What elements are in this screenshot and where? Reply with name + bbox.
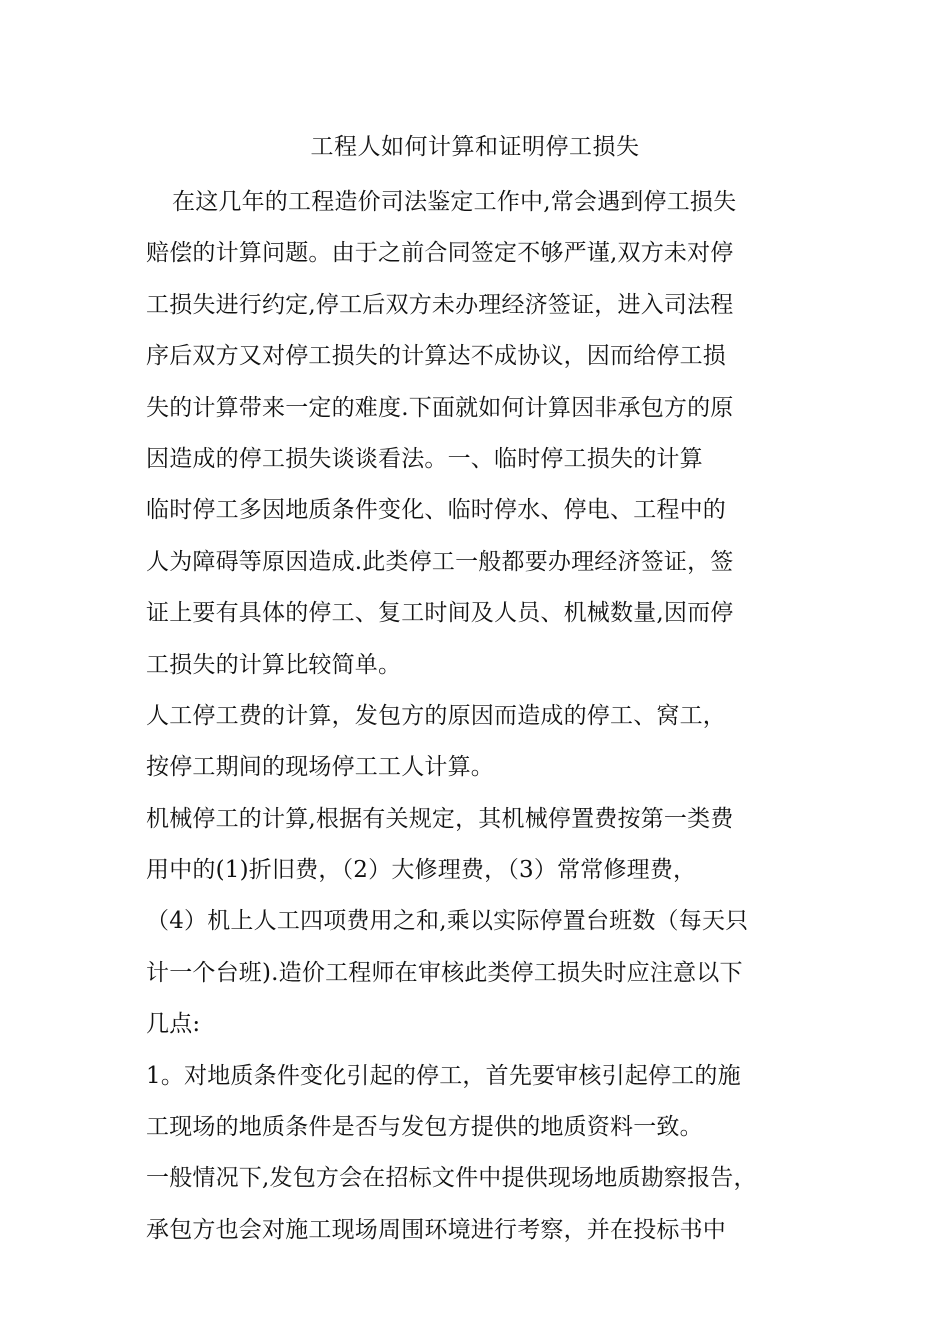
- paragraph-line: 因造成的停工损失谈谈看法。一、临时停工损失的计算: [146, 445, 703, 472]
- paragraph-line: 机械停工的计算,根据有关规定，其机械停置费按第一类费: [146, 805, 734, 832]
- paragraph-line: 在这几年的工程造价司法鉴定工作中,常会遇到停工损失: [172, 189, 737, 215]
- paragraph-line: 人为障碍等原因造成.此类停工一般都要办理经济签证，签: [146, 548, 734, 575]
- paragraph-line: 工现场的地质条件是否与发包方提供的地质资料一致。: [146, 1114, 703, 1141]
- paragraph-line: 证上要有具体的停工、复工时间及人员、机械数量,因而停: [146, 600, 734, 627]
- paragraph-line: 计一个台班).造价工程师在审核此类停工损失时应注意以下: [146, 959, 743, 986]
- paragraph-line: 失的计算带来一定的难度.下面就如何计算因非承包方的原: [146, 394, 734, 421]
- paragraph-line: 人工停工费的计算，发包方的原因而造成的停工、窝工，: [146, 702, 726, 729]
- paragraph-line: 用中的(1)折旧费，（2）大修理费，（3）常常修理费，: [146, 857, 697, 884]
- paragraph-line: 序后双方又对停工损失的计算达不成协议，因而给停工损: [146, 343, 726, 370]
- paragraph-line: 几点:: [146, 1011, 201, 1038]
- paragraph-line: 临时停工多因地质条件变化、临时停水、停电、工程中的: [146, 497, 726, 524]
- paragraph-line: 1。对地质条件变化引起的停工，首先要审核引起停工的施: [146, 1062, 741, 1089]
- paragraph-line: （4）机上人工四项费用之和,乘以实际停置台班数（每天只: [146, 908, 749, 935]
- paragraph-line: 承包方也会对施工现场周围环境进行考察，并在投标书中: [146, 1216, 726, 1243]
- paragraph-line: 工损失进行约定,停工后双方未办理经济签证，进入司法程: [146, 291, 734, 318]
- paragraph-line: 按停工期间的现场停工工人计算。: [146, 754, 494, 781]
- document-body: [146, 180, 806, 1259]
- paragraph-line: 赔偿的计算问题。由于之前合同签定不够严谨,双方未对停: [146, 240, 734, 267]
- paragraph-line: 工损失的计算比较简单。: [146, 651, 402, 678]
- paragraph-line: 一般情况下,发包方会在招标文件中提供现场地质勘察报告，: [146, 1165, 757, 1192]
- document-title: 工程人如何计算和证明停工损失: [310, 134, 640, 160]
